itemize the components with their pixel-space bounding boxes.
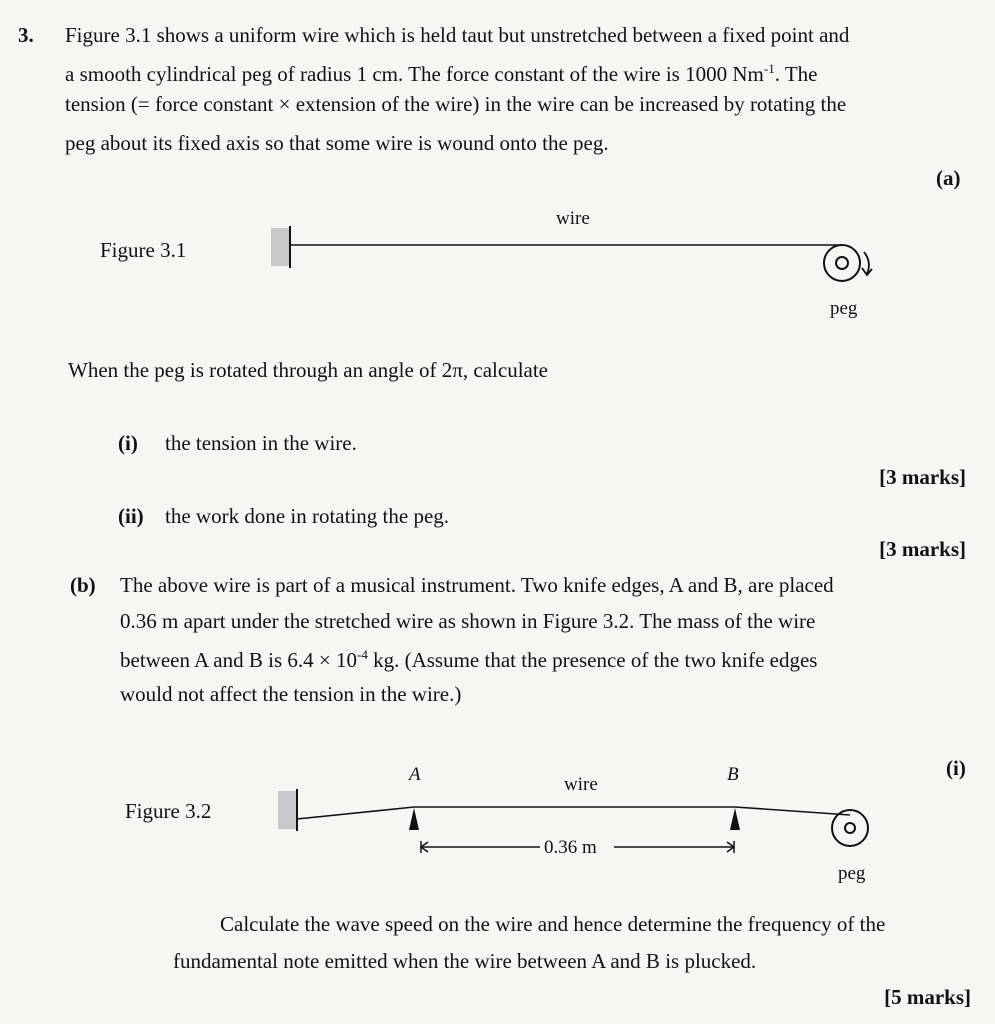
intro-line-2: a smooth cylindrical peg of radius 1 cm. The force constant of the wire is 1000 $Nm^{-1}$. The bbox=[65, 61, 818, 86]
a-i-marks: [3 marks] bbox=[879, 465, 966, 489]
b-i-line-1: Calculate the wave speed on the wire and hence determine the frequency of the bbox=[220, 912, 886, 936]
b-i-line-2: fundamental note emitted when the wire between A and B is plucked. bbox=[173, 949, 757, 973]
wire bbox=[297, 807, 850, 819]
intro-line-3: tension (= force constant × extension of the wire) in the wire can be increased by rotating the bbox=[65, 92, 847, 116]
a-i-text: the tension in the wire. bbox=[165, 431, 357, 455]
part-a-label: (a) bbox=[936, 166, 961, 190]
fig1-wire-label: wire bbox=[556, 208, 590, 229]
intro-line-4: peg about its fixed axis so that some wire is wound onto the peg. bbox=[65, 131, 609, 155]
b-i-marks: [5 marks] bbox=[884, 985, 971, 1009]
label-b: B bbox=[727, 764, 739, 785]
fig2-wire-label: wire bbox=[564, 774, 598, 795]
part-b-line-2: 0.36 m apart under the stretched wire as shown in Figure 3.2. The mass of the wire bbox=[120, 609, 816, 633]
part-a-stem: When the peg is rotated through an angle of 2π, calculate bbox=[68, 358, 549, 382]
part-b-line-4: would not affect the tension in the wire.) bbox=[120, 682, 462, 706]
part-b-line-1: The above wire is part of a musical instrument. Two knife edges, A and B, are placed bbox=[120, 573, 834, 597]
fig1-peg-label: peg bbox=[830, 298, 858, 319]
a-ii-label: (ii) bbox=[118, 504, 144, 528]
figure-3-1-caption: Figure 3.1 bbox=[100, 238, 187, 262]
distance-label: 0.36 m bbox=[544, 837, 597, 858]
fig2-peg-label: peg bbox=[838, 863, 866, 884]
question-number: 3. bbox=[18, 23, 34, 47]
b-i-label: (i) bbox=[946, 756, 966, 780]
figure-3-2-caption: Figure 3.2 bbox=[125, 799, 212, 823]
knife-edge-a bbox=[409, 808, 419, 830]
knife-edge-b bbox=[730, 808, 740, 830]
fixed-support bbox=[278, 791, 296, 829]
peg-icon bbox=[832, 810, 868, 846]
part-b-label: (b) bbox=[70, 573, 96, 597]
a-ii-text: the work done in rotating the peg. bbox=[165, 504, 450, 528]
a-i-label: (i) bbox=[118, 431, 138, 455]
label-a: A bbox=[409, 764, 421, 785]
intro-line-1: Figure 3.1 shows a uniform wire which is held taut but unstretched between a fixed point and bbox=[65, 23, 850, 47]
a-ii-marks: [3 marks] bbox=[879, 537, 966, 561]
part-b-line-3: between A and B is $6.4 \times 10^{-4}$ kg. (Assume that the presence of the two knife edges bbox=[120, 647, 818, 672]
